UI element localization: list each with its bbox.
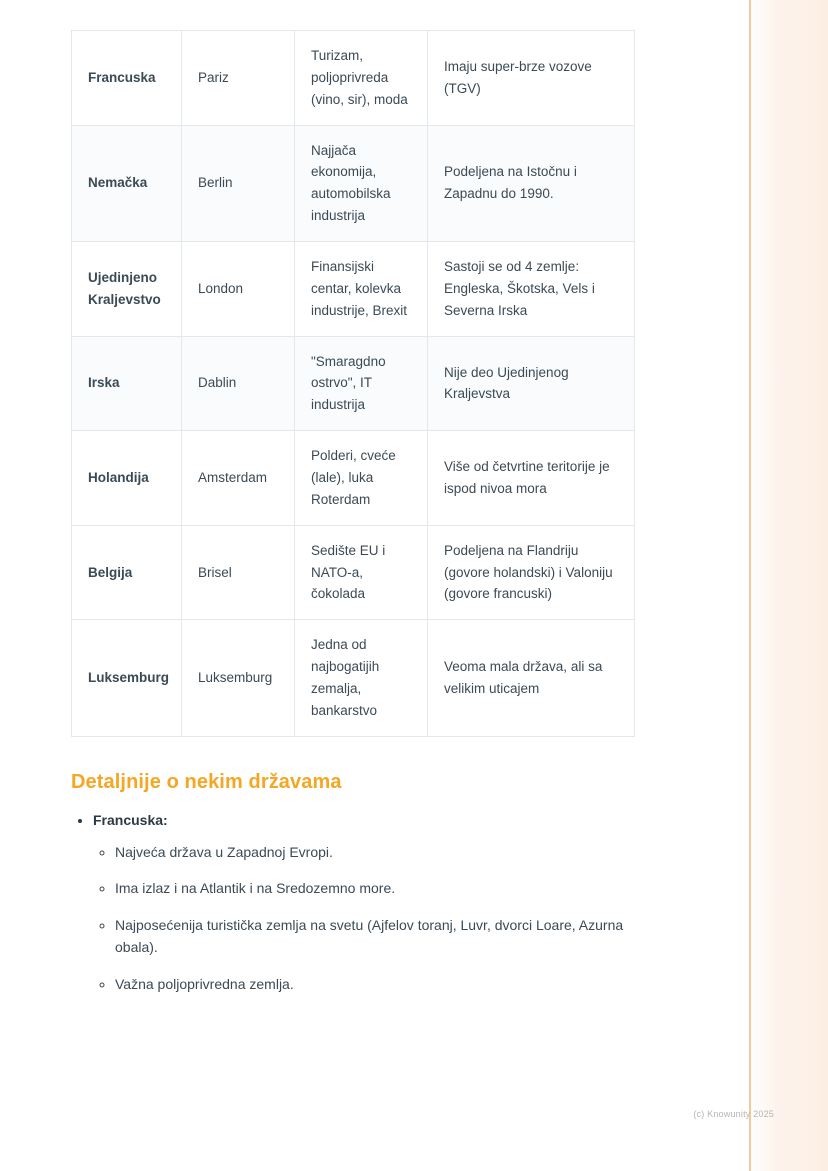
list-item: ◦ Važna poljoprivredna zemlja. xyxy=(115,974,635,996)
table-row xyxy=(72,31,635,126)
footer-watermark: (c) Knowunity 2025 xyxy=(693,1109,774,1119)
list-item: ◦ Ima izlaz i na Atlantik i na Sredozemno more. xyxy=(115,878,635,900)
cell-notes: Sastoji se od 4 zemlje: Engleska, Škotska, Vels i Severna Irska xyxy=(428,242,635,337)
cell-features: "Smaragdno ostrvo", IT industrija xyxy=(295,336,428,431)
cell-notes: Podeljena na Flandriju (govore holandski) i Valoniju (govore francuski) xyxy=(428,525,635,620)
cell-features: Najjača ekonomija, automobilska industrija xyxy=(295,125,428,241)
cell-features: Turizam, poljoprivreda (vino, sir), moda xyxy=(295,31,428,126)
cell-notes: Podeljena na Istočnu i Zapadnu do 1990. xyxy=(428,125,635,241)
cell-capital: Brisel xyxy=(182,525,295,620)
list-item: ◦ Najveća država u Zapadnoj Evropi. xyxy=(115,842,635,864)
table-row xyxy=(72,125,635,241)
table-row xyxy=(72,525,635,620)
table-row xyxy=(72,242,635,337)
cell-features: Sedište EU i NATO-a, čokolada xyxy=(295,525,428,620)
table-row xyxy=(72,431,635,526)
cell-country: Nemačka xyxy=(72,125,182,241)
cell-notes: Više od četvrtine teritorije je ispod nivoa mora xyxy=(428,431,635,526)
cell-country: Luksemburg xyxy=(72,620,182,736)
cell-notes: Nije deo Ujedinjenog Kraljevstva xyxy=(428,336,635,431)
cell-capital: Pariz xyxy=(182,31,295,126)
cell-capital: Dablin xyxy=(182,336,295,431)
cell-features: Jedna od najbogatijih zemalja, bankarstvo xyxy=(295,620,428,736)
table-row xyxy=(72,620,635,736)
cell-capital: Amsterdam xyxy=(182,431,295,526)
details-sublist xyxy=(93,842,750,995)
cell-features: Finansijski centar, kolevka industrije, Brexit xyxy=(295,242,428,337)
cell-capital: Luksemburg xyxy=(182,620,295,736)
cell-features: Polderi, cveće (lale), luka Roterdam xyxy=(295,431,428,526)
list-item: ◦ Najposećenija turistička zemlja na svetu (Ajfelov toranj, Luvr, dvorci Loare, Azurna obala). xyxy=(115,915,635,958)
section-heading: Detaljnije o nekim državama xyxy=(71,770,342,793)
cell-country: Irska xyxy=(72,336,182,431)
details-list xyxy=(71,812,750,995)
cell-country: Francuska xyxy=(72,31,182,126)
cell-capital: Berlin xyxy=(182,125,295,241)
page-edge-decoration xyxy=(750,0,828,1171)
list-item xyxy=(93,812,750,995)
cell-notes: Imaju super-brze vozove (TGV) xyxy=(428,31,635,126)
countries-table xyxy=(71,30,635,737)
cell-country: Belgija xyxy=(72,525,182,620)
cell-country: Ujedinjeno Kraljevstvo xyxy=(72,242,182,337)
cell-country: Holandija xyxy=(72,431,182,526)
cell-capital: London xyxy=(182,242,295,337)
cell-notes: Veoma mala država, ali sa velikim uticajem xyxy=(428,620,635,736)
table-row xyxy=(72,336,635,431)
list-item-label: Francuska: xyxy=(93,811,168,828)
